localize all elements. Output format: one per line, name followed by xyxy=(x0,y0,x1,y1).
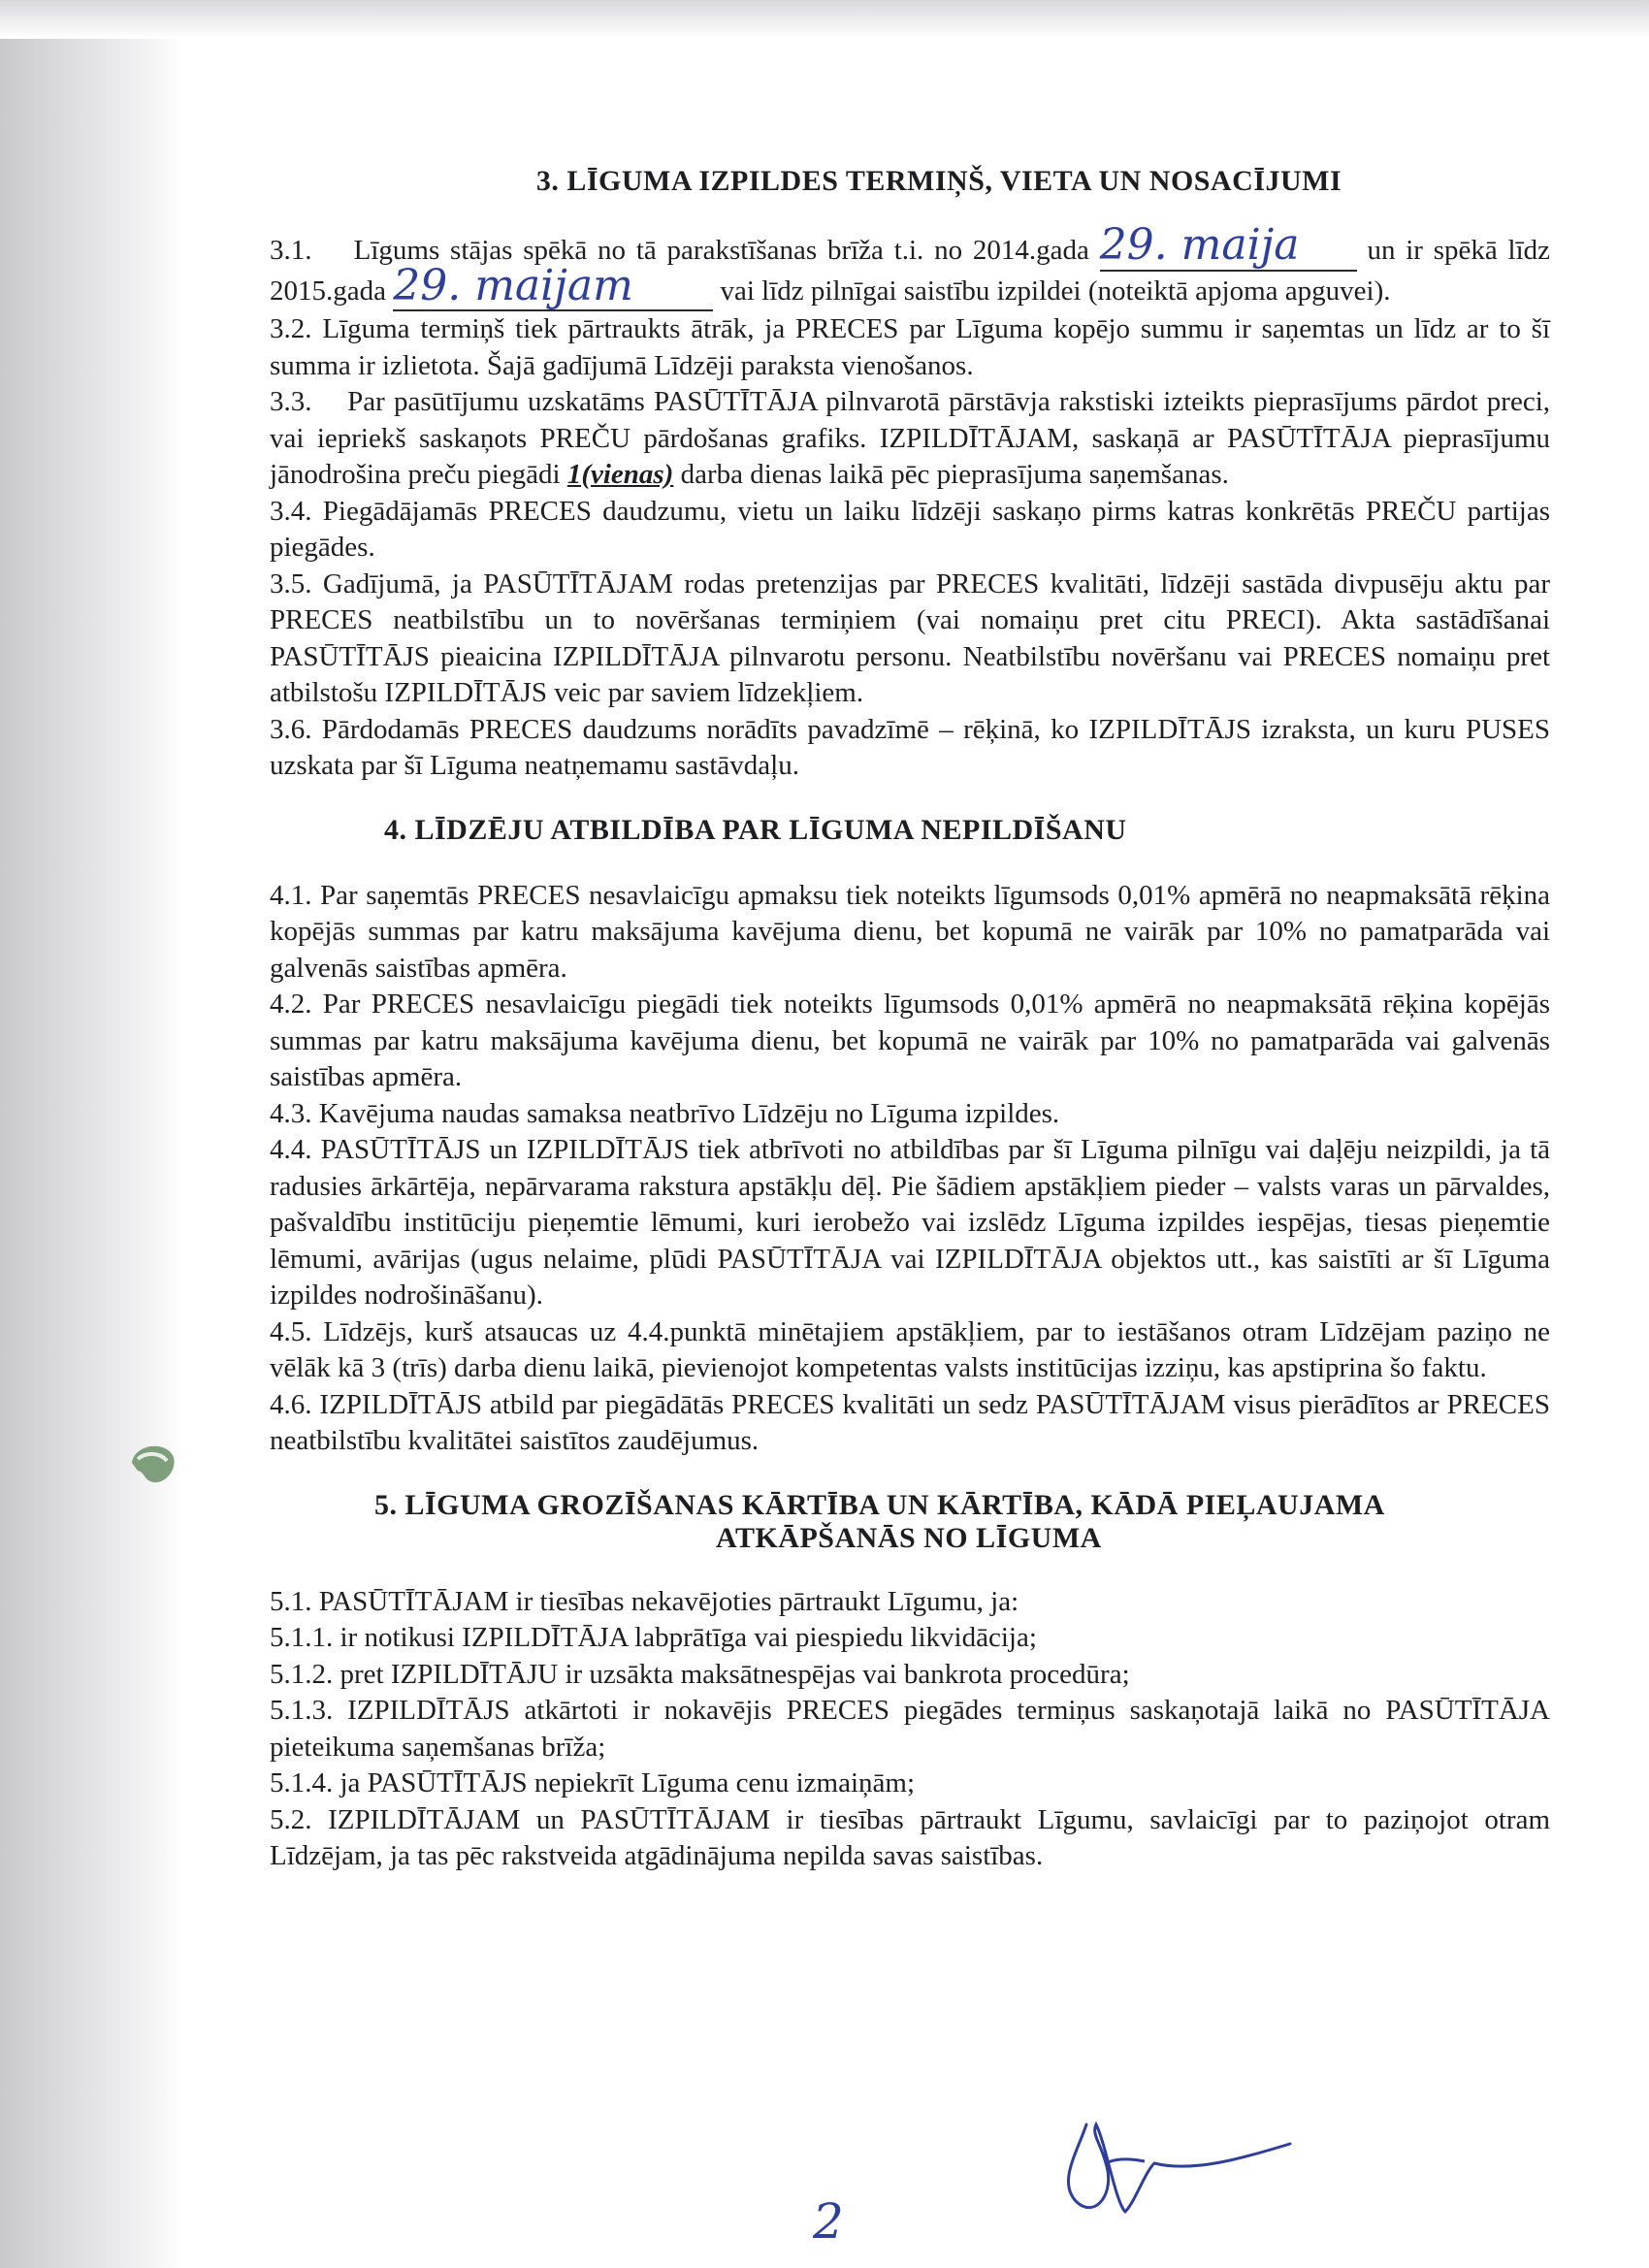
clause-3-3 xyxy=(270,384,1550,494)
clause-5-2: 5.2. IZPILDĪTĀJAM un PASŪTĪTĀJAM ir tiesības pārtraukt Līgumu, savlaicīgi par to paziņojot otram Līdzējam, ja tas pēc rakstveida atgādinājuma nepilda savas saistības. xyxy=(270,1803,1550,1871)
clause-3-1 xyxy=(270,220,1551,311)
clause-number: 3.3. xyxy=(270,386,312,417)
section-5-title-line-1: 5. LĪGUMA GROZĪŠANAS KĀRTĪBA UN KĀRTĪBA, KĀDĀ PIEĻAUJAMA xyxy=(374,1488,1385,1521)
clause-4-6: 4.6. IZPILDĪTĀJS atbild par piegādātās PRECES kvalitāti un sedz PASŪTĪTĀJAM visus pierādītos ar PRECES neatbilstību kvalitātei saistītos zaudējumus. xyxy=(270,1388,1550,1456)
handwritten-page-number: 2 xyxy=(813,2193,844,2250)
clause-5-1-2: 5.1.2. pret IZPILDĪTĀJU ir uzsākta maksātnespējas vai bankrota procedūra; xyxy=(270,1658,1130,1690)
signature-scribble xyxy=(1048,2105,1300,2231)
clause-4-5: 4.5. Līdzējs, kurš atsaucas uz 4.4.punktā minētajiem apstākļiem, par to iestāšanos otram Līdzējam paziņo ne vēlāk kā 3 (trīs) darba dienu laikā, pievienojot kompetentas valsts institūcijas izziņu, kas apstiprina šo faktu. xyxy=(270,1315,1550,1383)
clause-3-6: 3.6. Pārdodamās PRECES daudzums norādīts pavadzīmē – rēķinā, ko IZPILDĪTĀJS izraksta, un kuru PUSES uzskata par šī Līguma neatņemamu sastāvdaļu. xyxy=(270,713,1550,781)
document-page xyxy=(270,165,1550,1875)
clause-text: Par pasūtījumu uzskatāms PASŪTĪTĀJA pilnvarotā pārstāvja rakstiski izteikts pieprasījums pārdot preci, vai iepriekš saskaņots PREČU pārdošanas grafiks. IZPILDĪTĀJAM, saskaņā ar PASŪTĪTĀJA pieprasījumu jānodrošina preču piegādi xyxy=(270,386,1551,490)
section-3-title: 3. LĪGUMA IZPILDES TERMIŅŠ, VIETA UN NOSACĪJUMI xyxy=(535,165,1342,197)
clause-5-1-3: 5.1.3. IZPILDĪTĀJS atkārtoti ir nokavējis PRECES piegādes termiņus saskaņotajā laikā no PASŪTĪTĀJA pieteikuma saņemšanas brīža; xyxy=(270,1695,1550,1763)
clause-5-1-1: 5.1.1. ir notikusi IZPILDĪTĀJA labprātīga vai piespiedu likvidācija; xyxy=(270,1622,1037,1653)
scan-edge-shadow xyxy=(0,0,184,2268)
clause-3-5: 3.5. Gadījumā, ja PASŪTĪTĀJAM rodas pretenzijas par PRECES kvalitāti, līdzēji sastāda divpusēju aktu par PRECES neatbilstību un to novēršanas termiņiem (vai nomaiņu pret citu PRECI). Akta sastādīšanai PASŪTĪTĀJS pieaicina IZPILDĪTĀJA pilnvarotu personu. Neatbilstību novēršanu vai PRECES nomaiņu pret atbilstošu IZPILDĪTĀJS veic par saviem līdzekļiem. xyxy=(270,567,1550,708)
section-5-title-line-2: ATKĀPŠANĀS NO LĪGUMA xyxy=(716,1521,1102,1554)
clause-5-1: 5.1. PASŪTĪTĀJAM ir tiesības nekavējoties pārtraukt Līgumu, ja: xyxy=(270,1585,1019,1617)
clause-number: 3.1. xyxy=(270,235,312,266)
sticker-mark xyxy=(124,1434,182,1492)
clause-4-3: 4.3. Kavējuma naudas samaksa neatbrīvo Līdzēju no Līguma izpildes. xyxy=(270,1097,1060,1129)
clause-text: vai līdz pilnīgai saistību izpildei (noteiktā apjoma apguvei). xyxy=(720,275,1391,307)
clause-4-1: 4.1. Par saņemtās PRECES nesavlaicīgu apmaksu tiek noteikts līgumsods 0,01% apmērā no neapmaksātā rēķina kopējās summas par katru maksājuma kavējuma dienu, bet kopumā ne vairāk par 10% no pamatparāda vai galvenās saistības apmēra. xyxy=(270,879,1550,984)
handwritten-end-date: 29. maijam xyxy=(393,260,633,310)
handwritten-start-date: 29. maija xyxy=(1099,220,1300,270)
date-blank-start xyxy=(1099,220,1357,272)
clause-text: darba dienas laikā pēc pieprasījuma saņemšanas. xyxy=(680,459,1229,490)
clause-4-2: 4.2. Par PRECES nesavlaicīgu piegādi tiek noteikts līgumsods 0,01% apmērā no neapmaksātā rēķina kopējās summas par katru maksājuma kavējuma dienu, bet kopumā ne vairāk par 10% no pamatparāda vai galvenās saistības apmēra. xyxy=(270,988,1550,1092)
section-4-title: 4. LĪDZĒJU ATBILDĪBA PAR LĪGUMA NEPILDĪŠANU xyxy=(384,813,1127,846)
clause-text: Līgums stājas spēkā no tā parakstīšanas brīža t.i. no 2014.gada xyxy=(353,235,1089,266)
clause-text: un ir spēkā līdz 2015.gada xyxy=(270,235,1551,307)
clause-3-4: 3.4. Piegādājamās PRECES daudzumu, vietu un laiku līdzēji saskaņo pirms katras konkrētās PREČU partijas piegādes. xyxy=(270,495,1550,563)
clause-4-4: 4.4. PASŪTĪTĀJS un IZPILDĪTĀJS tiek atbrīvoti no atbildības par šī Līguma pilnīgu vai daļēju neizpildi, ja tā radusies ārkārtēja, nepārvarama rakstura apstākļu dēļ. Pie šādiem apstākļiem pieder – valsts varas un pārvaldes, pašvaldību institūciju pieņemtie lēmumi, kuri ierobežo vai izslēdz Līguma izpildes iespējas, tiesas pieņemtie lēmumi, avārijas (ugus nelaime, plūdi PASŪTĪTĀJA vai IZPILDĪTĀJA objektos utt., kas saistīti ar šī Līguma izpildes nodrošināšanu). xyxy=(270,1134,1550,1311)
clause-3-2: 3.2. Līguma termiņš tiek pārtraukts ātrāk, ja PRECES par Līguma kopējo summu ir saņemtas un līdz ar to šī summa ir izlietota. Šajā gadījumā Līdzēji paraksta vienošanos. xyxy=(270,313,1550,381)
date-blank-end xyxy=(393,260,713,312)
clause-5-1-4: 5.1.4. ja PASŪTĪTĀJS nepiekrīt Līguma cenu izmaiņām; xyxy=(270,1767,916,1798)
clause-emphasis: 1(vienas) xyxy=(566,459,674,490)
scan-top-shadow xyxy=(0,0,1649,39)
